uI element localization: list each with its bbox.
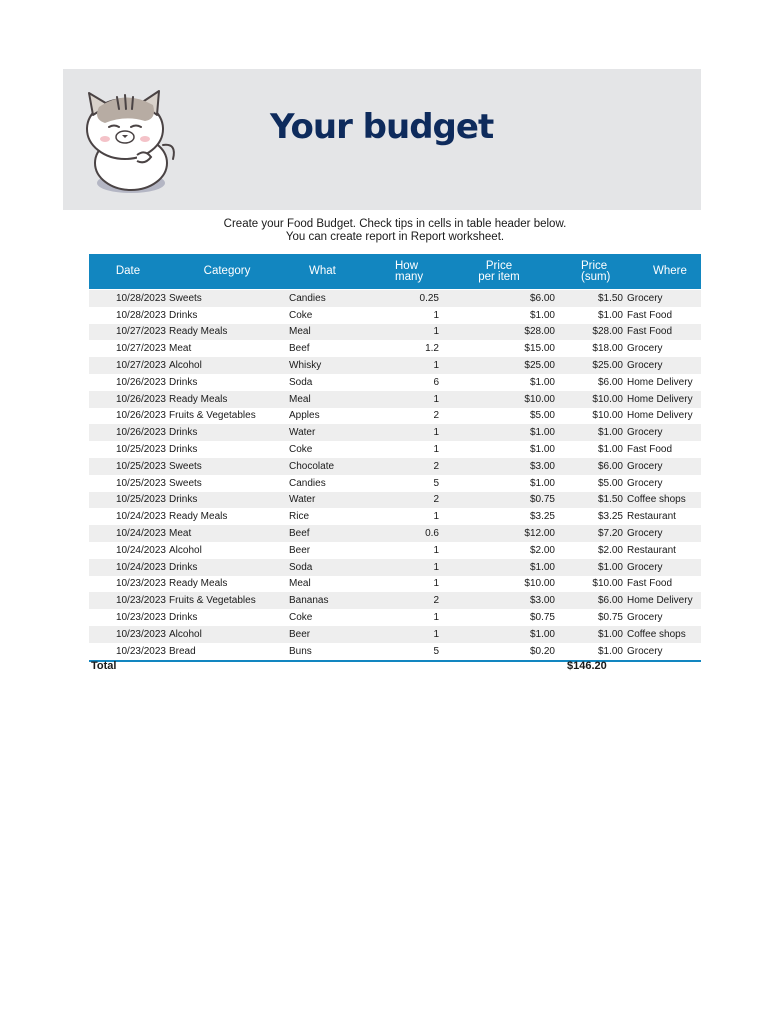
cell-how-many[interactable]: 1 bbox=[385, 609, 441, 626]
table-row bbox=[89, 408, 701, 425]
cell-how-many[interactable]: 5 bbox=[385, 475, 441, 492]
cell-how-many[interactable]: 6 bbox=[385, 374, 441, 391]
cell-date[interactable]: 10/24/2023 bbox=[89, 559, 167, 576]
cell-where[interactable]: Coffee shops bbox=[625, 492, 701, 509]
table-row bbox=[89, 391, 701, 408]
cell-what[interactable]: Beef bbox=[287, 525, 385, 542]
cell-what[interactable]: Soda bbox=[287, 374, 385, 391]
cell-price-sum[interactable]: $10.00 bbox=[557, 391, 625, 408]
cell-where[interactable]: Home Delivery bbox=[625, 408, 701, 425]
cell-how-many[interactable]: 1 bbox=[385, 307, 441, 324]
cell-where[interactable]: Grocery bbox=[625, 609, 701, 626]
table-row bbox=[89, 374, 701, 391]
cell-date[interactable]: 10/27/2023 bbox=[89, 324, 167, 341]
cell-where[interactable]: Home Delivery bbox=[625, 374, 701, 391]
cell-date[interactable]: 10/28/2023 bbox=[89, 290, 167, 307]
cell-category[interactable]: Ready Meals bbox=[167, 576, 287, 593]
cell-price-per-item[interactable]: $10.00 bbox=[441, 391, 557, 408]
cell-price-sum[interactable]: $1.00 bbox=[557, 441, 625, 458]
cell-date[interactable]: 10/25/2023 bbox=[89, 441, 167, 458]
cell-what[interactable]: Candies bbox=[287, 290, 385, 307]
cell-where[interactable]: Fast Food bbox=[625, 307, 701, 324]
cell-where[interactable]: Grocery bbox=[625, 458, 701, 475]
table-row bbox=[89, 626, 701, 643]
total-label: Total bbox=[91, 660, 117, 672]
table-row bbox=[89, 475, 701, 492]
cell-date[interactable]: 10/26/2023 bbox=[89, 391, 167, 408]
cell-how-many[interactable]: 1 bbox=[385, 626, 441, 643]
cell-date[interactable]: 10/26/2023 bbox=[89, 424, 167, 441]
cell-price-per-item[interactable]: $3.00 bbox=[441, 592, 557, 609]
cell-category[interactable]: Alcohol bbox=[167, 357, 287, 374]
cell-price-per-item[interactable]: $5.00 bbox=[441, 408, 557, 425]
intro-line-2: You can create report in Report worksheet. bbox=[285, 231, 505, 243]
cell-date[interactable]: 10/27/2023 bbox=[89, 340, 167, 357]
cell-category[interactable]: Ready Meals bbox=[167, 391, 287, 408]
cell-date[interactable]: 10/24/2023 bbox=[89, 508, 167, 525]
cell-price-per-item[interactable]: $28.00 bbox=[441, 324, 557, 341]
table-row bbox=[89, 424, 701, 441]
cell-how-many[interactable]: 1 bbox=[385, 324, 441, 341]
cell-date[interactable]: 10/26/2023 bbox=[89, 408, 167, 425]
cell-price-sum[interactable]: $10.00 bbox=[557, 576, 625, 593]
cell-where[interactable]: Home Delivery bbox=[625, 391, 701, 408]
cell-category[interactable]: Meat bbox=[167, 340, 287, 357]
cell-category[interactable]: Drinks bbox=[167, 559, 287, 576]
table-row bbox=[89, 492, 701, 509]
table-body bbox=[89, 290, 701, 661]
cell-what[interactable]: Candies bbox=[287, 475, 385, 492]
cell-category[interactable]: Alcohol bbox=[167, 542, 287, 559]
cell-where[interactable]: Grocery bbox=[625, 424, 701, 441]
total-value: $146.20 bbox=[567, 660, 607, 672]
cell-date[interactable]: 10/23/2023 bbox=[89, 592, 167, 609]
cell-how-many[interactable]: 1 bbox=[385, 576, 441, 593]
cell-category[interactable]: Drinks bbox=[167, 424, 287, 441]
cell-date[interactable]: 10/25/2023 bbox=[89, 458, 167, 475]
header-price-sum[interactable]: Price (sum) bbox=[557, 254, 625, 289]
cell-how-many[interactable]: 0.6 bbox=[385, 525, 441, 542]
cell-how-many[interactable]: 1 bbox=[385, 559, 441, 576]
table-header-row bbox=[89, 254, 701, 289]
cell-category[interactable]: Ready Meals bbox=[167, 324, 287, 341]
cell-date[interactable]: 10/24/2023 bbox=[89, 542, 167, 559]
cell-what[interactable]: Soda bbox=[287, 559, 385, 576]
cell-date[interactable]: 10/28/2023 bbox=[89, 307, 167, 324]
cell-price-per-item[interactable]: $15.00 bbox=[441, 340, 557, 357]
cell-where[interactable]: Fast Food bbox=[625, 576, 701, 593]
cell-price-sum[interactable]: $6.00 bbox=[557, 458, 625, 475]
table-row bbox=[89, 559, 701, 576]
intro-text bbox=[88, 218, 702, 244]
cell-price-sum[interactable]: $6.00 bbox=[557, 592, 625, 609]
cell-category[interactable]: Drinks bbox=[167, 374, 287, 391]
cell-price-sum[interactable]: $1.00 bbox=[557, 307, 625, 324]
table-row bbox=[89, 441, 701, 458]
cell-date[interactable]: 10/23/2023 bbox=[89, 643, 167, 661]
cell-price-per-item[interactable]: $12.00 bbox=[441, 525, 557, 542]
cell-how-many[interactable]: 1 bbox=[385, 357, 441, 374]
cell-how-many[interactable]: 1 bbox=[385, 542, 441, 559]
cell-what[interactable]: Coke bbox=[287, 441, 385, 458]
budget-table-container bbox=[89, 254, 701, 662]
cell-category[interactable]: Fruits & Vegetables bbox=[167, 408, 287, 425]
cell-what[interactable]: Buns bbox=[287, 643, 385, 661]
table-row bbox=[89, 307, 701, 324]
cell-what[interactable]: Meal bbox=[287, 391, 385, 408]
table-row bbox=[89, 458, 701, 475]
cell-where[interactable]: Home Delivery bbox=[625, 592, 701, 609]
cell-what[interactable]: Meal bbox=[287, 576, 385, 593]
cell-price-per-item[interactable]: $25.00 bbox=[441, 357, 557, 374]
cell-price-per-item[interactable]: $1.00 bbox=[441, 559, 557, 576]
cell-price-sum[interactable]: $1.00 bbox=[557, 643, 625, 661]
cell-what[interactable]: Rice bbox=[287, 508, 385, 525]
cell-what[interactable]: Coke bbox=[287, 609, 385, 626]
cell-how-many[interactable]: 2 bbox=[385, 592, 441, 609]
cell-date[interactable]: 10/23/2023 bbox=[89, 626, 167, 643]
table-row bbox=[89, 542, 701, 559]
cell-how-many[interactable]: 1 bbox=[385, 508, 441, 525]
cell-where[interactable]: Fast Food bbox=[625, 441, 701, 458]
cell-what[interactable]: Bananas bbox=[287, 592, 385, 609]
cell-what[interactable]: Beef bbox=[287, 340, 385, 357]
cell-what[interactable]: Water bbox=[287, 424, 385, 441]
cell-price-sum[interactable]: $1.00 bbox=[557, 424, 625, 441]
cell-price-per-item[interactable]: $6.00 bbox=[441, 290, 557, 307]
intro-line-1: Create your Food Budget. Check tips in cells in table header below. bbox=[223, 218, 567, 230]
table-row bbox=[89, 324, 701, 341]
cell-category[interactable]: Ready Meals bbox=[167, 508, 287, 525]
cell-price-per-item[interactable]: $3.00 bbox=[441, 458, 557, 475]
header-how-many[interactable]: How many bbox=[385, 254, 441, 289]
table-row bbox=[89, 340, 701, 357]
cell-price-sum[interactable]: $0.75 bbox=[557, 609, 625, 626]
cell-price-per-item[interactable]: $0.75 bbox=[441, 492, 557, 509]
table-row bbox=[89, 576, 701, 593]
cell-what[interactable]: Whisky bbox=[287, 357, 385, 374]
cell-category[interactable]: Bread bbox=[167, 643, 287, 661]
header-category[interactable]: Category bbox=[167, 254, 287, 289]
cell-what[interactable]: Beer bbox=[287, 542, 385, 559]
cell-where[interactable]: Grocery bbox=[625, 525, 701, 542]
table-row bbox=[89, 643, 701, 661]
cell-date[interactable]: 10/25/2023 bbox=[89, 492, 167, 509]
cell-date[interactable]: 10/24/2023 bbox=[89, 525, 167, 542]
cell-price-sum[interactable]: $28.00 bbox=[557, 324, 625, 341]
cell-price-per-item[interactable]: $10.00 bbox=[441, 576, 557, 593]
cell-what[interactable]: Chocolate bbox=[287, 458, 385, 475]
cell-what[interactable]: Water bbox=[287, 492, 385, 509]
budget-table bbox=[89, 254, 701, 662]
cell-price-sum[interactable]: $6.00 bbox=[557, 374, 625, 391]
cell-price-per-item[interactable]: $2.00 bbox=[441, 542, 557, 559]
cell-category[interactable]: Fruits & Vegetables bbox=[167, 592, 287, 609]
cell-price-sum[interactable]: $7.20 bbox=[557, 525, 625, 542]
cell-price-per-item[interactable]: $1.00 bbox=[441, 424, 557, 441]
cell-where[interactable]: Fast Food bbox=[625, 324, 701, 341]
cell-price-sum[interactable]: $2.00 bbox=[557, 542, 625, 559]
cell-price-sum[interactable]: $1.00 bbox=[557, 626, 625, 643]
cell-category[interactable]: Drinks bbox=[167, 441, 287, 458]
cell-price-sum[interactable]: $25.00 bbox=[557, 357, 625, 374]
cell-what[interactable]: Coke bbox=[287, 307, 385, 324]
cell-date[interactable]: 10/23/2023 bbox=[89, 609, 167, 626]
cell-price-per-item[interactable]: $1.00 bbox=[441, 374, 557, 391]
cell-where[interactable]: Restaurant bbox=[625, 508, 701, 525]
cell-where[interactable]: Grocery bbox=[625, 290, 701, 307]
cell-how-many[interactable]: 2 bbox=[385, 408, 441, 425]
cell-price-per-item[interactable]: $0.20 bbox=[441, 643, 557, 661]
cell-price-sum[interactable]: $1.50 bbox=[557, 492, 625, 509]
cell-price-per-item[interactable]: $1.00 bbox=[441, 475, 557, 492]
cell-date[interactable]: 10/27/2023 bbox=[89, 357, 167, 374]
cell-how-many[interactable]: 1 bbox=[385, 391, 441, 408]
cell-price-per-item[interactable]: $1.00 bbox=[441, 626, 557, 643]
table-row bbox=[89, 592, 701, 609]
cell-price-sum[interactable]: $18.00 bbox=[557, 340, 625, 357]
cell-how-many[interactable]: 1 bbox=[385, 424, 441, 441]
table-row bbox=[89, 508, 701, 525]
cell-where[interactable]: Grocery bbox=[625, 340, 701, 357]
table-row bbox=[89, 525, 701, 542]
cell-price-sum[interactable]: $1.00 bbox=[557, 559, 625, 576]
table-row bbox=[89, 290, 701, 307]
cat-mascot-icon bbox=[79, 85, 179, 197]
cell-price-sum[interactable]: $3.25 bbox=[557, 508, 625, 525]
page-title: Your budget bbox=[270, 107, 494, 147]
cell-category[interactable]: Meat bbox=[167, 525, 287, 542]
cell-category[interactable]: Drinks bbox=[167, 307, 287, 324]
cell-date[interactable]: 10/25/2023 bbox=[89, 475, 167, 492]
cell-price-per-item[interactable]: $1.00 bbox=[441, 441, 557, 458]
cell-how-many[interactable]: 0.25 bbox=[385, 290, 441, 307]
header-what[interactable]: What bbox=[287, 254, 385, 289]
table-row bbox=[89, 357, 701, 374]
cell-category[interactable]: Drinks bbox=[167, 609, 287, 626]
cell-where[interactable]: Grocery bbox=[625, 475, 701, 492]
cell-where[interactable]: Grocery bbox=[625, 643, 701, 661]
cell-what[interactable]: Meal bbox=[287, 324, 385, 341]
table-row bbox=[89, 609, 701, 626]
cell-how-many[interactable]: 2 bbox=[385, 492, 441, 509]
cell-category[interactable]: Sweets bbox=[167, 458, 287, 475]
cell-price-sum[interactable]: $10.00 bbox=[557, 408, 625, 425]
cell-how-many[interactable]: 5 bbox=[385, 643, 441, 661]
cell-category[interactable]: Drinks bbox=[167, 492, 287, 509]
cell-date[interactable]: 10/23/2023 bbox=[89, 576, 167, 593]
header-banner bbox=[63, 69, 701, 210]
cell-price-sum[interactable]: $1.50 bbox=[557, 290, 625, 307]
header-price-per-item[interactable]: Price per item bbox=[441, 254, 557, 289]
cell-price-sum[interactable]: $5.00 bbox=[557, 475, 625, 492]
cell-price-per-item[interactable]: $1.00 bbox=[441, 307, 557, 324]
cell-category[interactable]: Alcohol bbox=[167, 626, 287, 643]
cell-what[interactable]: Beer bbox=[287, 626, 385, 643]
cell-where[interactable]: Coffee shops bbox=[625, 626, 701, 643]
cell-how-many[interactable]: 1.2 bbox=[385, 340, 441, 357]
cell-where[interactable]: Grocery bbox=[625, 559, 701, 576]
cell-where[interactable]: Grocery bbox=[625, 357, 701, 374]
cell-category[interactable]: Sweets bbox=[167, 475, 287, 492]
header-where[interactable]: Where bbox=[625, 254, 701, 289]
cell-price-per-item[interactable]: $0.75 bbox=[441, 609, 557, 626]
cell-category[interactable]: Sweets bbox=[167, 290, 287, 307]
header-date[interactable]: Date bbox=[89, 254, 167, 289]
cell-how-many[interactable]: 2 bbox=[385, 458, 441, 475]
cell-price-per-item[interactable]: $3.25 bbox=[441, 508, 557, 525]
cell-how-many[interactable]: 1 bbox=[385, 441, 441, 458]
cell-what[interactable]: Apples bbox=[287, 408, 385, 425]
cell-date[interactable]: 10/26/2023 bbox=[89, 374, 167, 391]
cell-where[interactable]: Restaurant bbox=[625, 542, 701, 559]
